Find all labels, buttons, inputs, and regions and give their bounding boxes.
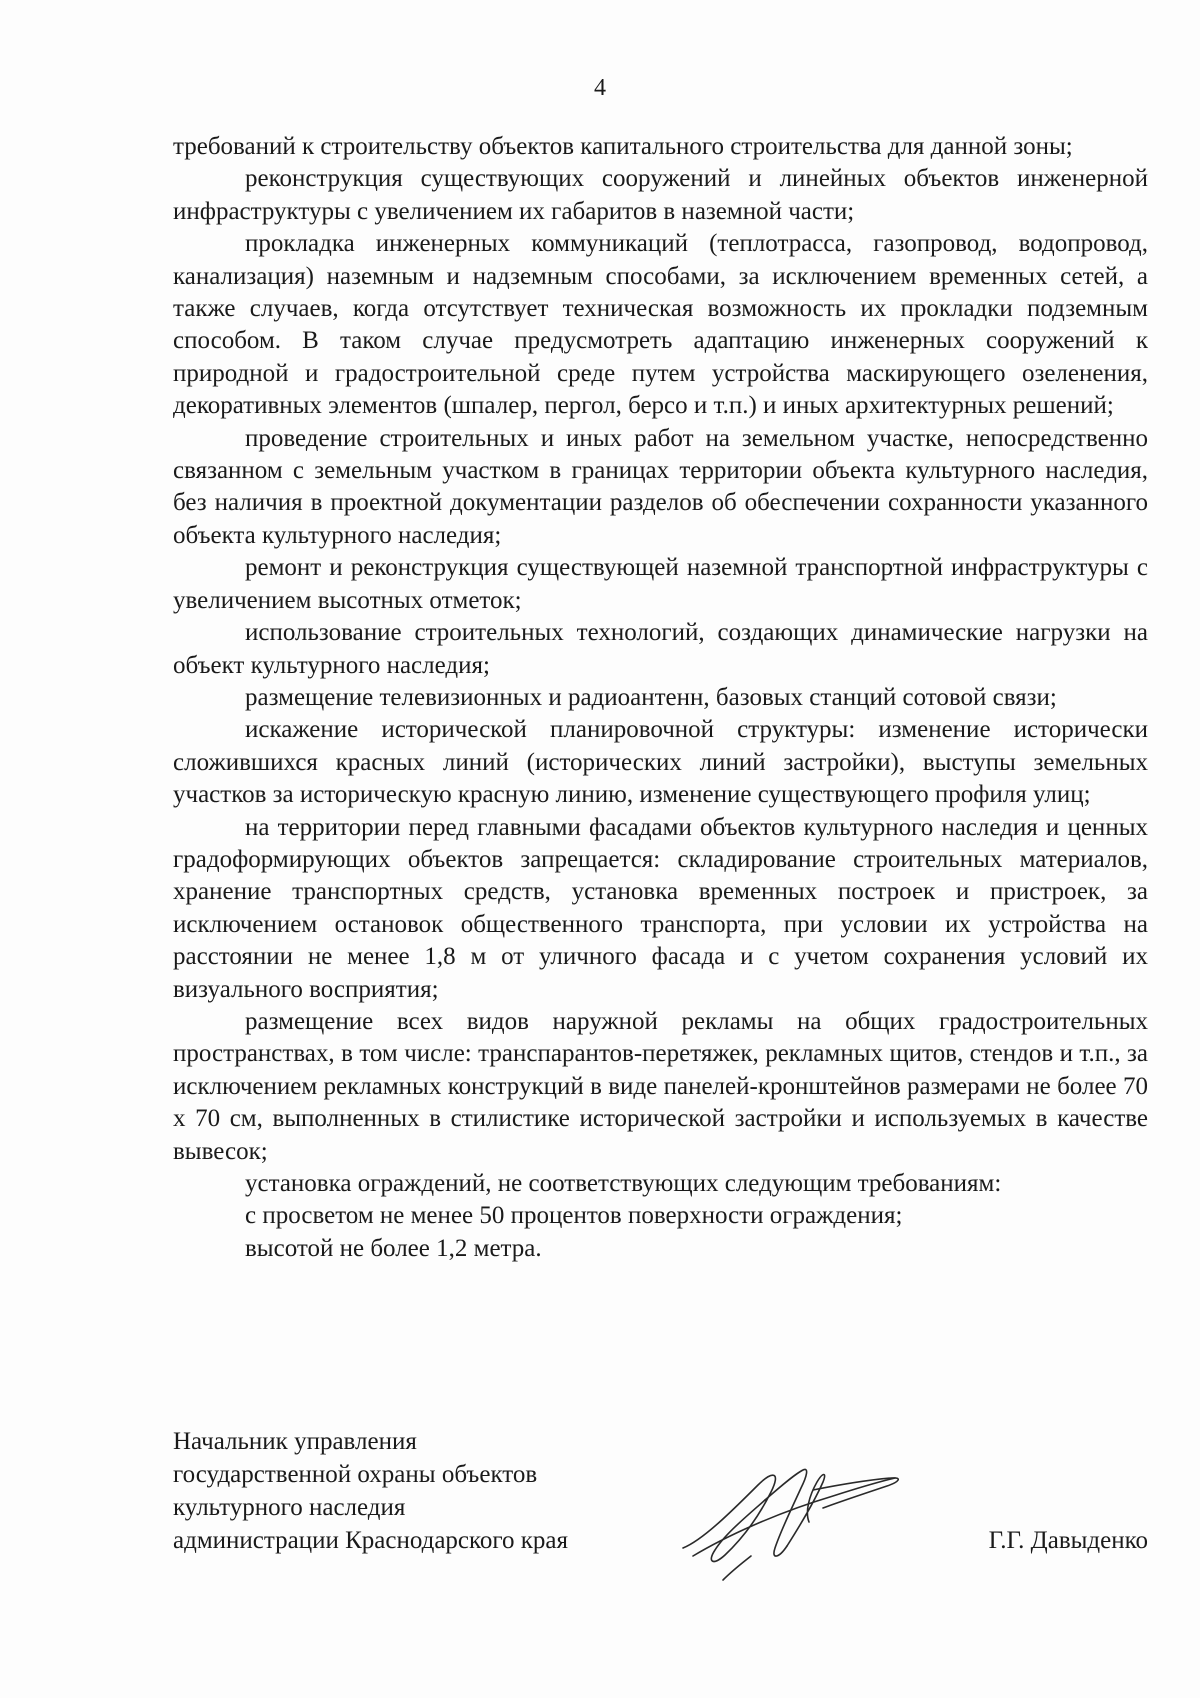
paragraph: с просветом не менее 50 процентов поверхности ограждения; [245, 1202, 903, 1230]
paragraph: размещение всех видов наружной рекламы на общих градостроительных пространствах, в том числе: транспарантов-перетяжек, рекламных щитов, стендов и т.п., за исключением рекламных конструкций в виде панелей-кронштейнов размерами не более 70 х 70 см, выполненных в стилистике исторической застройки и используемых в качестве вывесок; [173, 1007, 1148, 1165]
signatory-position [173, 1425, 653, 1557]
paragraph: проведение строительных и иных работ на земельном участке, непосредственно связанном с земельным участком в границах территории объекта культурного наследия, без наличия в проектной документации разделов об обеспечении сохранности указанного объекта культурного наследия; [173, 424, 1148, 549]
signatory-position-line: культурного наследия [173, 1494, 406, 1521]
signature-block [173, 1425, 1148, 1585]
paragraph: высотой не более 1,2 метра. [245, 1234, 542, 1262]
paragraph: размещение телевизионных и радиоантенн, базовых станций сотовой связи; [245, 683, 1057, 711]
paragraph: использование строительных технологий, создающих динамические нагрузки на объект культурного наследия; [173, 619, 1148, 679]
paragraph: требований к строительству объектов капитального строительства для данной зоны; [173, 133, 1073, 160]
document-body [173, 131, 1148, 1265]
signatory-position-line: государственной охраны объектов [173, 1461, 538, 1488]
page-number: 4 [594, 75, 606, 101]
paragraph: ремонт и реконструкция существующей наземной транспортной инфраструктуры с увеличением высотных отметок; [173, 554, 1148, 614]
paragraph: искажение исторической планировочной структуры: изменение исторически сложившихся красных линий (исторических линий застройки), выступы земельных участков за историческую красную линию, изменение существующего профиля улиц; [173, 716, 1148, 809]
paragraph: прокладка инженерных коммуникаций (теплотрасса, газопровод, водопровод, канализация) наземным и надземным способами, за исключением временных сетей, а также случаев, когда отсутствует техническая возможность их прокладки подземным способом. В таком случае предусмотреть адаптацию инженерных сооружений к природной и градостроительной среде путем устройства маскирующего озеленения, декоративных элементов (шпалер, пергол, берсо и т.п.) и иных архитектурных решений; [173, 230, 1148, 420]
signatory-position-line: Начальник управления [173, 1428, 417, 1455]
paragraph: установка ограждений, не соответствующих следующим требованиям: [245, 1170, 1002, 1197]
handwritten-signature [663, 1430, 923, 1590]
signatory-name: Г.Г. Давыденко [988, 1527, 1148, 1554]
paragraph: реконструкция существующих сооружений и линейных объектов инженерной инфраструктуры с увеличением их габаритов в наземной части; [173, 165, 1148, 225]
paragraph: на территории перед главными фасадами объектов культурного наследия и ценных градоформирующих объектов запрещается: складирование строительных материалов, хранение транспортных средств, установка временных построек и пристроек, за исключением остановок общественного транспорта, при условии их устройства на расстоянии не менее 1,8 м от уличного фасада и с учетом сохранения условий их визуального восприятия; [173, 813, 1148, 1003]
signatory-position-line: администрации Краснодарского края [173, 1527, 569, 1554]
